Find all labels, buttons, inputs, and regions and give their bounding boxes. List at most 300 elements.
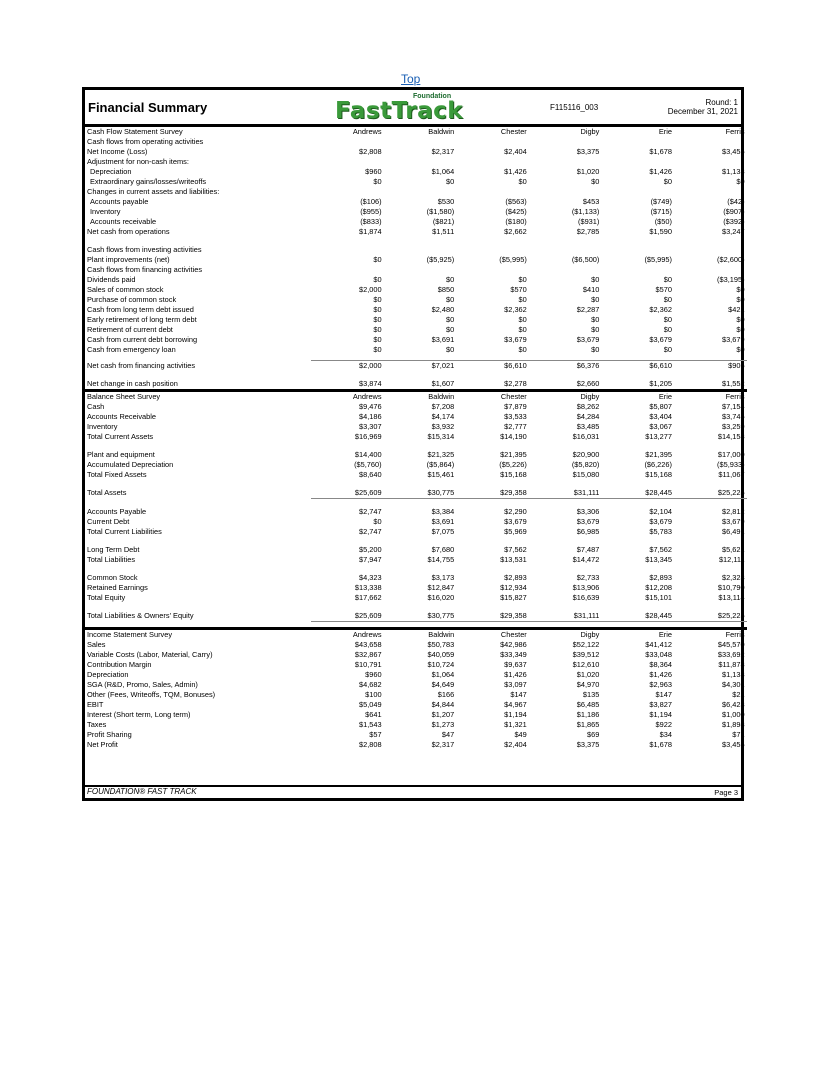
value-cell: $31,111 xyxy=(573,611,600,620)
value-cell xyxy=(311,187,384,197)
value-cell: $0 xyxy=(591,345,600,354)
value-cell: $4,844 xyxy=(431,700,455,709)
value-cell: $4,970 xyxy=(576,680,600,689)
value-cell: $0 xyxy=(591,177,600,186)
column-header: Chester xyxy=(500,127,527,136)
spacer-cell xyxy=(85,442,311,450)
value-cell: $7,947 xyxy=(358,555,382,564)
value-cell xyxy=(384,245,457,255)
spacer-row xyxy=(85,603,747,611)
row-label: Accumulated Depreciation xyxy=(87,460,174,469)
value-cell: $14,158 xyxy=(717,432,745,441)
row-label: SGA (R&D, Promo, Sales, Admin) xyxy=(87,680,198,689)
value-cell xyxy=(529,245,602,255)
cash-flow-row xyxy=(85,157,747,167)
row-label: Interest (Short term, Long term) xyxy=(87,710,191,719)
value-cell: ($50) xyxy=(654,217,672,226)
value-cell: $0 xyxy=(445,325,455,334)
spacer-cell xyxy=(311,565,384,573)
value-cell: $12,111 xyxy=(718,555,745,564)
spacer-cell xyxy=(601,480,674,488)
value-cell: ($5,864) xyxy=(426,460,455,469)
value-cell: $28,445 xyxy=(645,488,672,497)
spacer-cell xyxy=(674,603,747,611)
cash-flow-row xyxy=(85,275,747,285)
value-cell: $14,472 xyxy=(572,555,600,564)
row-label: Cash from emergency loan xyxy=(87,345,176,354)
column-header: Erie xyxy=(658,127,672,136)
value-cell: $1,133 xyxy=(721,167,745,176)
row-label: Cash flows from operating activities xyxy=(87,137,204,146)
value-cell: $16,969 xyxy=(354,432,382,441)
value-cell: ($5,820) xyxy=(571,460,600,469)
value-cell xyxy=(674,157,747,167)
column-header: Baldwin xyxy=(384,391,457,403)
row-label: Accounts payable xyxy=(90,197,149,206)
value-cell: $25,225 xyxy=(717,488,745,497)
spacer-cell xyxy=(529,480,602,488)
value-cell xyxy=(601,265,674,275)
spacer-cell xyxy=(601,371,674,379)
income-statement-row xyxy=(85,650,747,660)
value-cell: $12,610 xyxy=(572,660,600,669)
row-label: Contribution Margin xyxy=(87,660,152,669)
value-cell: $4,649 xyxy=(431,680,455,689)
value-cell: $6,985 xyxy=(576,527,600,536)
cash-flow-row xyxy=(85,227,747,237)
value-cell: $0 xyxy=(445,177,455,186)
value-cell: $1,194 xyxy=(504,710,527,719)
value-cell: $6,491 xyxy=(721,527,745,536)
value-cell: $3,307 xyxy=(358,422,382,431)
column-header: Digby xyxy=(529,629,602,641)
spacer-cell xyxy=(456,537,529,545)
value-cell: $3,067 xyxy=(649,422,672,431)
value-cell: $33,692 xyxy=(717,650,745,659)
value-cell: ($2,600) xyxy=(717,255,745,264)
value-cell: $1,678 xyxy=(649,740,672,749)
value-cell xyxy=(456,157,529,167)
spacer-cell xyxy=(311,480,384,488)
balance-sheet-row xyxy=(85,583,747,593)
column-header: Andrews xyxy=(352,127,382,136)
value-cell: $1,511 xyxy=(432,227,455,236)
spacer-cell xyxy=(311,499,384,508)
balance-sheet-row xyxy=(85,470,747,480)
value-cell: $39,512 xyxy=(572,650,600,659)
value-cell: $3,679 xyxy=(649,335,672,344)
value-cell: $850 xyxy=(437,285,455,294)
cash-flow-row xyxy=(85,217,747,227)
value-cell: $6,610 xyxy=(601,361,674,372)
column-header: Erie xyxy=(601,629,674,641)
spacer-cell xyxy=(384,537,457,545)
value-cell: $33,349 xyxy=(500,650,527,659)
value-cell xyxy=(384,157,457,167)
row-label: Accounts receivable xyxy=(90,217,157,226)
value-cell: $13,906 xyxy=(572,583,600,592)
value-cell: $0 xyxy=(736,325,745,334)
value-cell: $1,426 xyxy=(649,670,672,679)
column-header: Ferris xyxy=(725,127,745,136)
value-cell: $6,610 xyxy=(456,361,529,372)
spacer-cell xyxy=(85,565,311,573)
value-cell: $922 xyxy=(655,720,672,729)
row-label: Variable Costs (Labor, Material, Carry) xyxy=(87,650,213,659)
value-cell: $4,301 xyxy=(721,680,745,689)
cash-flow-row xyxy=(85,187,747,197)
value-cell: $0 xyxy=(373,325,382,334)
value-cell: $1,064 xyxy=(431,167,455,176)
value-cell: $45,570 xyxy=(717,640,745,649)
balance-sheet-row xyxy=(85,527,747,537)
footer-brand: FOUNDATION® FAST TRACK xyxy=(87,787,197,796)
value-cell: $1,186 xyxy=(576,710,600,719)
value-cell: $1,607 xyxy=(431,379,455,388)
income-statement-row xyxy=(85,680,747,690)
value-cell: $0 xyxy=(445,315,455,324)
value-cell xyxy=(529,265,602,275)
row-label: Retirement of current debt xyxy=(87,325,173,334)
value-cell: $12,934 xyxy=(500,583,527,592)
value-cell: $47 xyxy=(441,730,455,739)
value-cell: $10,791 xyxy=(354,660,382,669)
value-cell: $3,455 xyxy=(721,147,745,156)
value-cell: $4,967 xyxy=(504,700,527,709)
value-cell: $4,682 xyxy=(358,680,382,689)
spacer-cell xyxy=(311,622,384,629)
value-cell: $0 xyxy=(373,295,382,304)
value-cell: $2,404 xyxy=(504,147,527,156)
value-cell: $905 xyxy=(674,361,747,372)
value-cell: $1,194 xyxy=(649,710,672,719)
spacer-cell xyxy=(85,537,311,545)
income-statement-row xyxy=(85,670,747,680)
row-label: Common Stock xyxy=(87,573,138,582)
cash-flow-row xyxy=(85,207,747,217)
spacer-row xyxy=(85,237,747,245)
value-cell: $30,775 xyxy=(427,611,455,620)
spacer-cell xyxy=(529,537,602,545)
value-cell: $15,168 xyxy=(645,470,672,479)
value-cell xyxy=(674,137,747,147)
value-cell xyxy=(311,245,384,255)
value-cell: $7,208 xyxy=(431,402,455,411)
value-cell xyxy=(456,245,529,255)
balance-sheet-row xyxy=(85,450,747,460)
value-cell xyxy=(311,265,384,275)
spacer-cell xyxy=(311,537,384,545)
value-cell: $2,808 xyxy=(358,147,382,156)
spacer-cell xyxy=(456,499,529,508)
value-cell: ($5,760) xyxy=(354,460,382,469)
value-cell: $5,783 xyxy=(649,527,672,536)
value-cell: $0 xyxy=(663,345,672,354)
value-cell: $16,639 xyxy=(572,593,600,602)
value-cell: $0 xyxy=(591,295,600,304)
row-label: Adjustment for non-cash items: xyxy=(87,157,189,166)
value-cell: $2,747 xyxy=(358,507,382,516)
value-cell: $2,893 xyxy=(649,573,672,582)
value-cell: $2,808 xyxy=(358,740,382,749)
value-cell: $15,314 xyxy=(427,432,455,441)
top-link[interactable]: Top xyxy=(401,72,421,86)
value-cell: $3,404 xyxy=(649,412,672,421)
spacer-row xyxy=(85,499,747,508)
income-statement-row xyxy=(85,700,747,710)
value-cell: $33,048 xyxy=(645,650,672,659)
value-cell: $1,552 xyxy=(721,379,745,388)
financial-summary-report xyxy=(82,87,744,801)
value-cell: $2,278 xyxy=(504,379,527,388)
spacer-cell xyxy=(529,622,602,629)
value-cell: $20,900 xyxy=(572,450,600,459)
spacer-cell xyxy=(311,603,384,611)
value-cell: $0 xyxy=(663,177,672,186)
value-cell: $3,932 xyxy=(431,422,455,431)
round-label: Round: 1 xyxy=(705,98,738,107)
value-cell: $1,020 xyxy=(576,167,600,176)
report-header xyxy=(85,90,741,127)
column-header: Andrews xyxy=(311,391,384,403)
value-cell: $3,874 xyxy=(358,379,382,388)
value-cell: $7,879 xyxy=(504,402,527,411)
value-cell: ($955) xyxy=(360,207,382,216)
value-cell: $29,358 xyxy=(500,611,527,620)
column-header: Erie xyxy=(601,391,674,403)
value-cell: $49 xyxy=(514,730,527,739)
spacer-cell xyxy=(456,565,529,573)
value-cell: ($5,226) xyxy=(499,460,527,469)
value-cell: $10,790 xyxy=(717,583,745,592)
report-footer xyxy=(85,785,741,798)
value-cell: $3,679 xyxy=(721,335,745,344)
value-cell: $2,733 xyxy=(576,573,600,582)
value-cell: $4,323 xyxy=(358,573,382,582)
spacer-cell xyxy=(601,499,674,508)
value-cell: $5,621 xyxy=(721,545,745,554)
value-cell: $7,075 xyxy=(431,527,455,536)
value-cell: $3,097 xyxy=(504,680,527,689)
value-cell: $530 xyxy=(437,197,455,206)
balance-sheet-row xyxy=(85,611,747,622)
value-cell: $0 xyxy=(373,517,382,526)
value-cell: $13,114 xyxy=(718,593,745,602)
value-cell: $12,847 xyxy=(427,583,455,592)
spacer-cell xyxy=(529,371,602,379)
value-cell: $3,375 xyxy=(576,147,600,156)
row-label: Plant and equipment xyxy=(87,450,155,459)
income-statement-row xyxy=(85,720,747,730)
value-cell: $1,064 xyxy=(431,670,455,679)
column-header: Digby xyxy=(529,391,602,403)
value-cell: $42,986 xyxy=(500,640,527,649)
income-statement-title: Income Statement Survey xyxy=(85,629,311,641)
balance-sheet-row xyxy=(85,593,747,603)
spacer-cell xyxy=(384,622,457,629)
cash-flow-row xyxy=(85,361,747,372)
row-label: Extraordinary gains/losses/writeoffs xyxy=(90,177,207,186)
spacer-cell xyxy=(674,565,747,573)
spacer-row xyxy=(85,480,747,488)
report-date: December 31, 2021 xyxy=(667,107,738,116)
row-label: Taxes xyxy=(87,720,107,729)
value-cell: $2,323 xyxy=(721,573,745,582)
balance-sheet-row xyxy=(85,573,747,583)
value-cell: $15,461 xyxy=(427,470,455,479)
value-cell: $0 xyxy=(518,315,527,324)
spacer-cell xyxy=(601,237,674,245)
row-label: Cash xyxy=(87,402,105,411)
value-cell: ($42) xyxy=(727,197,745,206)
value-cell: $3,679 xyxy=(576,517,600,526)
value-cell: $0 xyxy=(445,345,455,354)
spacer-row xyxy=(85,565,747,573)
value-cell: $14,755 xyxy=(427,555,455,564)
value-cell: $0 xyxy=(445,275,455,284)
value-cell: $5,969 xyxy=(504,527,527,536)
income-statement-row xyxy=(85,640,747,650)
value-cell: $1,207 xyxy=(431,710,455,719)
spacer-cell xyxy=(311,371,384,379)
balance-sheet-row xyxy=(85,488,747,499)
value-cell: $5,200 xyxy=(358,545,382,554)
value-cell: $2,290 xyxy=(504,507,527,516)
value-cell: ($749) xyxy=(650,197,672,206)
value-cell: $2,317 xyxy=(431,740,455,749)
value-cell: $147 xyxy=(655,690,672,699)
value-cell: $14,190 xyxy=(500,432,527,441)
row-label: Current Debt xyxy=(87,517,130,526)
value-cell: $7,154 xyxy=(721,402,745,411)
value-cell: $25,609 xyxy=(354,611,382,620)
balance-sheet-row xyxy=(85,555,747,565)
value-cell xyxy=(311,137,384,147)
value-cell: ($833) xyxy=(360,217,382,226)
value-cell: ($5,995) xyxy=(499,255,527,264)
value-cell: $5,049 xyxy=(358,700,382,709)
row-label: Changes in current assets and liabilities: xyxy=(87,187,220,196)
value-cell xyxy=(529,157,602,167)
page-number: Page 3 xyxy=(714,788,738,797)
value-cell: $4,186 xyxy=(358,412,382,421)
column-header: Ferris xyxy=(674,391,747,403)
value-cell: $9,476 xyxy=(358,402,382,411)
value-cell: ($715) xyxy=(650,207,672,216)
value-cell: ($1,580) xyxy=(426,207,455,216)
value-cell: $71 xyxy=(732,730,745,739)
cash-flow-row xyxy=(85,325,747,335)
value-cell: $1,865 xyxy=(576,720,600,729)
row-label: Total Liabilities xyxy=(87,555,136,564)
value-cell xyxy=(384,265,457,275)
value-cell: $1,678 xyxy=(649,147,672,156)
value-cell: $0 xyxy=(736,177,745,186)
value-cell: $3,679 xyxy=(576,335,600,344)
spacer-cell xyxy=(674,622,747,629)
spacer-cell xyxy=(384,237,457,245)
value-cell: $3,485 xyxy=(576,422,600,431)
balance-sheet-row xyxy=(85,460,747,470)
value-cell: $2,480 xyxy=(431,305,455,314)
value-cell: $641 xyxy=(365,710,382,719)
row-label: Other (Fees, Writeoffs, TQM, Bonuses) xyxy=(87,690,216,699)
column-header: Chester xyxy=(456,629,529,641)
balance-sheet-row xyxy=(85,545,747,555)
value-cell: $0 xyxy=(518,177,527,186)
column-header: Ferris xyxy=(674,629,747,641)
value-cell: $3,259 xyxy=(721,422,745,431)
value-cell: $2,893 xyxy=(504,573,527,582)
value-cell: $570 xyxy=(655,285,672,294)
value-cell: $28,445 xyxy=(645,611,672,620)
spacer-cell xyxy=(384,480,457,488)
spacer-cell xyxy=(674,442,747,450)
value-cell: $43,658 xyxy=(354,640,382,649)
value-cell: $0 xyxy=(373,255,382,264)
value-cell: $960 xyxy=(365,670,382,679)
spacer-cell xyxy=(384,442,457,450)
value-cell: $21,395 xyxy=(500,450,527,459)
cash-flow-row xyxy=(85,197,747,207)
cash-flow-row xyxy=(85,285,747,295)
row-label: Net change in cash position xyxy=(87,379,178,388)
value-cell xyxy=(384,187,457,197)
row-label: Sales xyxy=(87,640,106,649)
value-cell: $0 xyxy=(736,285,745,294)
value-cell: $2,404 xyxy=(504,740,527,749)
value-cell: $4,284 xyxy=(576,412,600,421)
value-cell: $2,660 xyxy=(576,379,600,388)
value-cell: $30,775 xyxy=(427,488,455,497)
value-cell: $0 xyxy=(373,177,382,186)
spacer-cell xyxy=(674,480,747,488)
row-label: Purchase of common stock xyxy=(87,295,177,304)
value-cell: $2,362 xyxy=(649,305,672,314)
cash-flow-row xyxy=(85,295,747,305)
balance-sheet-title: Balance Sheet Survey xyxy=(85,391,311,403)
value-cell: $17,662 xyxy=(354,593,382,602)
value-cell: $6,376 xyxy=(529,361,602,372)
row-label: Sales of common stock xyxy=(87,285,164,294)
value-cell xyxy=(529,187,602,197)
value-cell: $0 xyxy=(445,295,455,304)
spacer-cell xyxy=(456,622,529,629)
balance-sheet-header-row xyxy=(85,391,747,403)
logo-foundation-text: Foundation xyxy=(413,93,452,100)
value-cell: $3,679 xyxy=(504,517,527,526)
value-cell: $5,807 xyxy=(649,402,672,411)
value-cell: $1,205 xyxy=(649,379,672,388)
row-label: Accounts Payable xyxy=(87,507,147,516)
row-label: Total Fixed Assets xyxy=(87,470,147,479)
value-cell: $57 xyxy=(369,730,382,739)
value-cell: ($425) xyxy=(505,207,527,216)
cash-flow-row xyxy=(85,177,747,187)
value-cell: $0 xyxy=(373,335,382,344)
cash-flow-row xyxy=(85,305,747,315)
spacer-cell xyxy=(529,442,602,450)
row-label: Total Equity xyxy=(87,593,126,602)
value-cell: $3,247 xyxy=(721,227,745,236)
cash-flow-row xyxy=(85,335,747,345)
value-cell: $7,021 xyxy=(384,361,457,372)
value-cell: $10,724 xyxy=(427,660,455,669)
value-cell: $0 xyxy=(373,345,382,354)
spacer-row xyxy=(85,622,747,629)
value-cell: $0 xyxy=(736,345,745,354)
value-cell: ($6,226) xyxy=(644,460,672,469)
